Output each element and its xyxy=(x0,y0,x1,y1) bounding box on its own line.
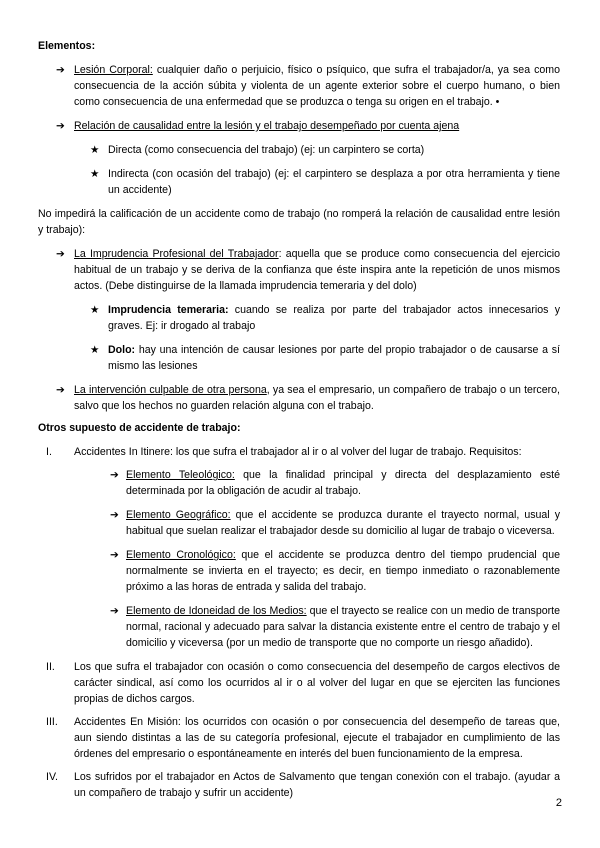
roman-numeral: II. xyxy=(46,661,55,673)
arrow-icon: ➔ xyxy=(110,469,119,481)
page-number: 2 xyxy=(555,797,562,809)
term-imprudencia-profesional: La Imprudencia Profesional del Trabajador xyxy=(74,248,279,260)
roman-item-i xyxy=(46,444,560,460)
star-icon: ★ xyxy=(90,168,100,180)
subitem-indirecta xyxy=(90,166,560,198)
subitem-text: Imprudencia temeraria: cuando se realiza por parte del trabajador actos innecesarios y graves. Ej: ir drogado al trabajo xyxy=(108,304,560,332)
item-lesion-corporal xyxy=(56,62,560,110)
item-text: Lesión Corporal: cualquier daño o perjuicio, físico o psíquico, que sufra el trabajador/a, ya sea como consecuencia de la acción súbita y violenta de un agente exterior sobre el cuerpo humano, o bien como consecuencia de una enfermedad que se produzca o tenga su origen en el trabajo. • xyxy=(74,64,561,108)
roman-numeral: III. xyxy=(46,716,58,728)
heading-elementos: Elementos: xyxy=(38,40,96,52)
item-imprudencia-profesional xyxy=(56,246,560,294)
term-elemento-teleologico: Elemento Teleológico: xyxy=(126,469,235,481)
subitem-text: Directa (como consecuencia del trabajo) (ej: un carpintero se corta) xyxy=(108,144,425,156)
item-text: La intervención culpable de otra persona, ya sea el empresario, un compañero de trabajo o un tercero, salvo que los hechos no guarden relación alguna con el trabajo. xyxy=(74,384,560,412)
roman-text: Accidentes En Misión: los ocurridos con ocasión o por consecuencia del desempeño de tareas que, aun siendo distintas a las de su categoría profesional, ejecute el trabajador en cumplimiento de las órdenes del empresario o espontáneamente en interés del buen funcionamiento de la empresa. xyxy=(74,716,560,760)
subitem-dolo xyxy=(90,342,560,374)
roman-item-ii xyxy=(46,659,560,707)
subitem-directa xyxy=(90,142,560,158)
roman-text: Los sufridos por el trabajador en Actos de Salvamento que tengan conexión con el trabajo. (ayudar a un compañero de trabajo y sufrir un accidente) xyxy=(74,771,560,799)
roman-text: Accidentes In Itinere: los que sufra el trabajador al ir o al volver del lugar de trabajo. Requisitos: xyxy=(74,446,522,458)
roman-text: Los que sufra el trabajador con ocasión o como consecuencia del desempeño de cargos electivos de carácter sindical, así como los ocurridos al ir o al volver del lugar en que se ejerciten las funciones propias de dichos cargos. xyxy=(74,661,560,705)
roman-numeral: IV. xyxy=(46,771,58,783)
requisito-teleologico xyxy=(110,467,560,499)
item-text: La Imprudencia Profesional del Trabajador: aquella que se produce como consecuencia del ejercicio habitual de un trabajo y se deriva de la confianza que éste inspira ante la repetición de unos mismos actos. (Debe distinguirse de la llamada imprudencia temeraria y del dolo) xyxy=(74,248,560,292)
star-icon: ★ xyxy=(90,344,100,356)
requisito-idoneidad xyxy=(110,603,560,651)
star-icon: ★ xyxy=(90,304,100,316)
term-relacion-causalidad: Relación de causalidad entre la lesión y el trabajo desempeñado por cuenta ajena xyxy=(74,120,460,132)
roman-numeral: I. xyxy=(46,446,52,458)
term-elemento-idoneidad: Elemento de Idoneidad de los Medios: xyxy=(126,605,307,617)
arrow-icon: ➔ xyxy=(110,509,119,521)
item-relacion-causalidad xyxy=(56,118,560,134)
requisito-geografico xyxy=(110,507,560,539)
arrow-icon: ➔ xyxy=(110,549,119,561)
arrow-icon: ➔ xyxy=(56,384,65,396)
requisito-text: Elemento Teleológico: que la finalidad principal y directa del desplazamiento esté determinada por la obligación de acudir al trabajo. xyxy=(126,469,560,497)
term-elemento-cronologico: Elemento Cronológico: xyxy=(126,549,236,561)
star-icon: ★ xyxy=(90,144,100,156)
term-elemento-geografico: Elemento Geográfico: xyxy=(126,509,231,521)
item-intervencion-culpable xyxy=(56,382,560,414)
term-lesion-corporal: Lesión Corporal: xyxy=(74,64,153,76)
term-intervencion-culpable: La intervención culpable de otra persona xyxy=(74,384,267,396)
subitem-text: Dolo: hay una intención de causar lesiones por parte del propio trabajador o de causarse a sí mismo las lesiones xyxy=(108,344,560,372)
roman-item-iii xyxy=(46,714,560,762)
arrow-icon: ➔ xyxy=(56,64,65,76)
term-dolo: Dolo: xyxy=(108,344,136,356)
paragraph-no-impedira: No impedirá la calificación de un accidente como de trabajo (no romperá la relación de causalidad entre lesión y trabajo): xyxy=(38,208,560,236)
arrow-icon: ➔ xyxy=(56,120,65,132)
arrow-icon: ➔ xyxy=(110,605,119,617)
subitem-imprudencia-temeraria xyxy=(90,302,560,334)
requisito-text: Elemento Geográfico: que el accidente se produzca durante el trayecto normal, usual y habitual que suelan realizar el trabajador desde su domicilio al lugar de trabajo o viceversa. xyxy=(126,509,560,537)
item-text xyxy=(74,118,560,134)
heading-otros-supuestos: Otros supuesto de accidente de trabajo: xyxy=(38,422,241,434)
term-imprudencia-temeraria: Imprudencia temeraria: xyxy=(108,304,229,316)
roman-item-iv xyxy=(46,769,560,801)
requisito-cronologico xyxy=(110,547,560,595)
requisito-text: Elemento de Idoneidad de los Medios: que el trayecto se realice con un medio de transporte normal, racional y adecuado para salvar la distancia existente entre el centro de trabajo y el domicilio y viceversa (por un medio de transporte que no comporte un riesgo añadido). xyxy=(126,605,560,649)
requisito-text: Elemento Cronológico: que el accidente se produzca dentro del tiempo prudencial que normalmente se invierta en el trayecto; es decir, en tiempo inmediato o razonablemente próximo a las horas de entrada y salida del trabajo. xyxy=(126,549,560,593)
subitem-text: Indirecta (con ocasión del trabajo) (ej: el carpintero se desplaza a por otra herramienta y tiene un accidente) xyxy=(108,168,560,196)
arrow-icon: ➔ xyxy=(56,248,65,260)
